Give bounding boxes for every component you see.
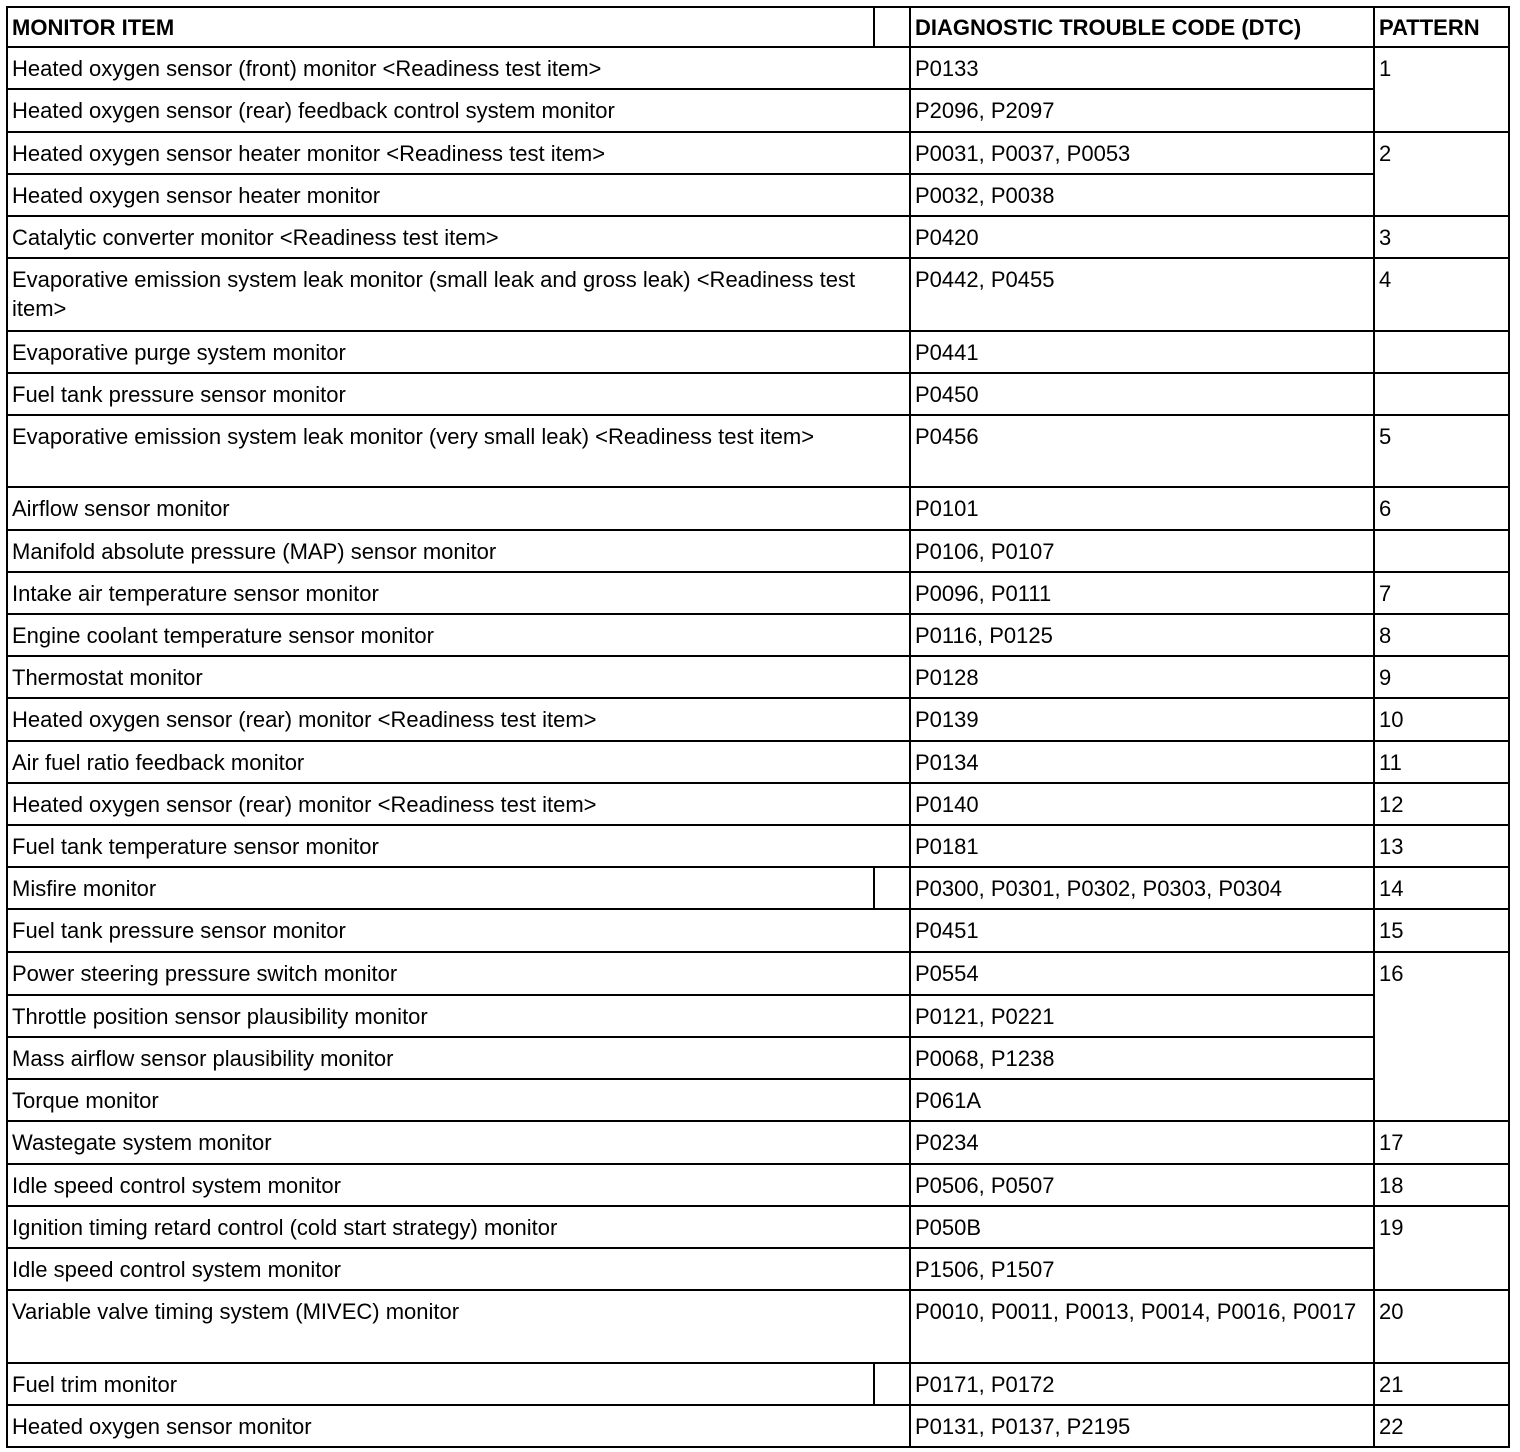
- pattern-cell: 3: [1374, 216, 1509, 258]
- pattern-header: PATTERN: [1374, 7, 1509, 47]
- table-row: [7, 614, 1509, 656]
- dtc-cell: P0442, P0455: [910, 258, 1374, 330]
- dtc-cell: P0300, P0301, P0302, P0303, P0304: [910, 867, 1374, 909]
- pattern-cell: 2: [1374, 132, 1509, 216]
- table-row: [7, 909, 1509, 951]
- dtc-cell: P0032, P0038: [910, 174, 1374, 216]
- monitor-cell: Variable valve timing system (MIVEC) monitor: [7, 1290, 910, 1362]
- table-row: [7, 698, 1509, 740]
- table-row: [7, 89, 1509, 131]
- monitor-cell: Evaporative emission system leak monitor (small leak and gross leak) <Readiness test item>: [7, 258, 910, 330]
- table-row: [7, 331, 1509, 373]
- table-row: [7, 825, 1509, 867]
- table-row: [7, 415, 1509, 487]
- pattern-cell: 15: [1374, 909, 1509, 951]
- dtc-cell: P061A: [910, 1079, 1374, 1121]
- monitor-cell: Mass airflow sensor plausibility monitor: [7, 1037, 910, 1079]
- dtc-cell: P050B: [910, 1206, 1374, 1248]
- table-row: [7, 1164, 1509, 1206]
- table-row: [7, 47, 1509, 89]
- dtc-cell: P0554: [910, 952, 1374, 995]
- monitor-cell: Heated oxygen sensor (front) monitor <Readiness test item>: [7, 47, 910, 89]
- monitor-cell: Fuel tank pressure sensor monitor: [7, 909, 910, 951]
- pattern-cell: 1: [1374, 47, 1509, 131]
- monitor-cell: Heated oxygen sensor heater monitor: [7, 174, 910, 216]
- dtc-cell: P1506, P1507: [910, 1248, 1374, 1290]
- dtc-monitor-table: [6, 6, 1510, 1448]
- table-row: [7, 1248, 1509, 1290]
- monitor-cell: Idle speed control system monitor: [7, 1248, 910, 1290]
- monitor-cell: Heated oxygen sensor monitor: [7, 1405, 910, 1447]
- monitor-cell: Heated oxygen sensor (rear) monitor <Readiness test item>: [7, 698, 910, 740]
- table-row: [7, 1290, 1509, 1362]
- monitor-cell: Heated oxygen sensor (rear) monitor <Readiness test item>: [7, 783, 910, 825]
- header-subcell: [874, 7, 910, 47]
- monitor-cell: Heated oxygen sensor heater monitor <Readiness test item>: [7, 132, 910, 174]
- table-row: [7, 1121, 1509, 1163]
- pattern-cell: [1374, 373, 1509, 415]
- table-row: [7, 656, 1509, 698]
- pattern-cell: 18: [1374, 1164, 1509, 1206]
- pattern-cell: 10: [1374, 698, 1509, 740]
- dtc-cell: P0139: [910, 698, 1374, 740]
- table-row: [7, 530, 1509, 572]
- monitor-cell: Misfire monitor: [7, 867, 874, 909]
- table-row: [7, 1206, 1509, 1248]
- dtc-header: DIAGNOSTIC TROUBLE CODE (DTC): [910, 7, 1374, 47]
- monitor-item-header: MONITOR ITEM: [7, 7, 874, 47]
- monitor-cell: Fuel tank temperature sensor monitor: [7, 825, 910, 867]
- pattern-cell: 5: [1374, 415, 1509, 487]
- dtc-cell: P0451: [910, 909, 1374, 951]
- monitor-cell: Evaporative purge system monitor: [7, 331, 910, 373]
- pattern-cell: 6: [1374, 487, 1509, 529]
- table-row: [7, 867, 1509, 909]
- table-row: [7, 487, 1509, 529]
- dtc-cell: P0121, P0221: [910, 995, 1374, 1037]
- pattern-cell: 12: [1374, 783, 1509, 825]
- table-row: [7, 258, 1509, 330]
- pattern-cell: 16: [1374, 952, 1509, 1122]
- monitor-cell: Engine coolant temperature sensor monitor: [7, 614, 910, 656]
- table-row: [7, 216, 1509, 258]
- monitor-cell: Intake air temperature sensor monitor: [7, 572, 910, 614]
- table-row: [7, 572, 1509, 614]
- table-row: [7, 1363, 1509, 1405]
- table-row: [7, 1405, 1509, 1447]
- table-row: [7, 1037, 1509, 1079]
- monitor-cell: Fuel trim monitor: [7, 1363, 874, 1405]
- pattern-cell: 22: [1374, 1405, 1509, 1447]
- monitor-subcell: [874, 867, 910, 909]
- dtc-cell: P0134: [910, 741, 1374, 783]
- pattern-cell: 14: [1374, 867, 1509, 909]
- table-row: [7, 174, 1509, 216]
- dtc-cell: P0234: [910, 1121, 1374, 1163]
- dtc-cell: P0506, P0507: [910, 1164, 1374, 1206]
- dtc-cell: P2096, P2097: [910, 89, 1374, 131]
- dtc-cell: P0101: [910, 487, 1374, 529]
- monitor-cell: Airflow sensor monitor: [7, 487, 910, 529]
- pattern-cell: 17: [1374, 1121, 1509, 1163]
- table-row: [7, 1079, 1509, 1121]
- dtc-cell: P0181: [910, 825, 1374, 867]
- dtc-cell: P0068, P1238: [910, 1037, 1374, 1079]
- pattern-cell: 11: [1374, 741, 1509, 783]
- monitor-cell: Wastegate system monitor: [7, 1121, 910, 1163]
- dtc-cell: P0171, P0172: [910, 1363, 1374, 1405]
- pattern-cell: 19: [1374, 1206, 1509, 1290]
- dtc-cell: P0031, P0037, P0053: [910, 132, 1374, 174]
- dtc-cell: P0096, P0111: [910, 572, 1374, 614]
- table-header-row: [7, 7, 1509, 47]
- monitor-subcell: [874, 1363, 910, 1405]
- dtc-cell: P0420: [910, 216, 1374, 258]
- monitor-cell: Fuel tank pressure sensor monitor: [7, 373, 910, 415]
- dtc-cell: P0450: [910, 373, 1374, 415]
- monitor-cell: Evaporative emission system leak monitor (very small leak) <Readiness test item>: [7, 415, 910, 487]
- monitor-cell: Torque monitor: [7, 1079, 910, 1121]
- dtc-cell: P0441: [910, 331, 1374, 373]
- monitor-cell: Manifold absolute pressure (MAP) sensor monitor: [7, 530, 910, 572]
- table-row: [7, 741, 1509, 783]
- pattern-cell: 9: [1374, 656, 1509, 698]
- pattern-cell: 13: [1374, 825, 1509, 867]
- dtc-cell: P0128: [910, 656, 1374, 698]
- table-row: [7, 783, 1509, 825]
- dtc-cell: P0133: [910, 47, 1374, 89]
- pattern-cell: 7: [1374, 572, 1509, 614]
- dtc-cell: P0106, P0107: [910, 530, 1374, 572]
- pattern-cell: 21: [1374, 1363, 1509, 1405]
- monitor-cell: Air fuel ratio feedback monitor: [7, 741, 910, 783]
- dtc-cell: P0010, P0011, P0013, P0014, P0016, P0017: [910, 1290, 1374, 1362]
- dtc-cell: P0116, P0125: [910, 614, 1374, 656]
- pattern-cell: 8: [1374, 614, 1509, 656]
- table-row: [7, 132, 1509, 174]
- monitor-cell: Ignition timing retard control (cold start strategy) monitor: [7, 1206, 910, 1248]
- pattern-cell: 20: [1374, 1290, 1509, 1362]
- table-row: [7, 995, 1509, 1037]
- pattern-cell: [1374, 530, 1509, 572]
- pattern-cell: 4: [1374, 258, 1509, 330]
- dtc-cell: P0456: [910, 415, 1374, 487]
- table-row: [7, 373, 1509, 415]
- monitor-cell: Throttle position sensor plausibility monitor: [7, 995, 910, 1037]
- monitor-cell: Power steering pressure switch monitor: [7, 952, 910, 995]
- monitor-cell: Heated oxygen sensor (rear) feedback control system monitor: [7, 89, 910, 131]
- monitor-cell: Catalytic converter monitor <Readiness test item>: [7, 216, 910, 258]
- monitor-cell: Thermostat monitor: [7, 656, 910, 698]
- table-row: [7, 952, 1509, 995]
- dtc-cell: P0131, P0137, P2195: [910, 1405, 1374, 1447]
- dtc-cell: P0140: [910, 783, 1374, 825]
- pattern-cell: [1374, 331, 1509, 373]
- monitor-cell: Idle speed control system monitor: [7, 1164, 910, 1206]
